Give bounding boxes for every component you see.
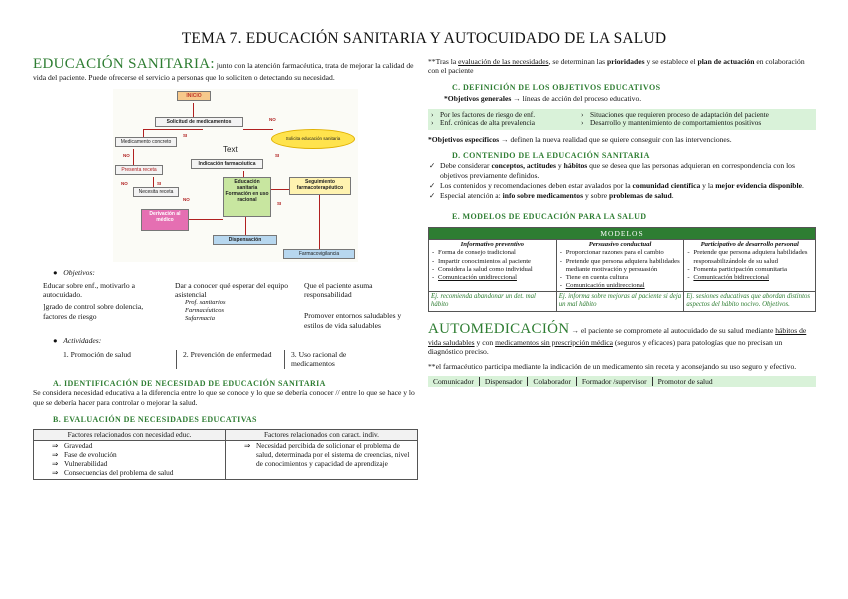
model-item: - Pretende que persona adquiera habilidades mediante motivación y persuasión (559, 258, 682, 274)
models-table (428, 227, 816, 312)
objetivo-item: Promover entornos saludables y estilos de vida saludables (304, 311, 402, 330)
role-item: Comunicador (428, 377, 480, 386)
section-e-title: E. MODELOS DE EDUCACIÓN PARA LA SALUD (452, 212, 647, 222)
intro-paragraph (33, 55, 418, 83)
actividad-item: 2. Prevención de enfermedad (177, 350, 285, 369)
model-item: - Pretende que persona adquiera habilidades responsabilizándole de su salud (686, 249, 813, 265)
label-si-1: SI (183, 132, 188, 138)
label-si-4: SI (277, 200, 282, 206)
text-label: Text (223, 144, 238, 154)
objetivos-especificos: *Objetivos específicos → definen la nueva realidad que se quiere conseguir con las intervenciones. (428, 135, 732, 145)
box-medicamento: Medicamento concreto (115, 137, 177, 147)
section-d-list (428, 161, 816, 200)
model-list (559, 249, 682, 290)
actividad-item: 3. Uso racional de medicamentos (291, 350, 347, 369)
model-item: - Impartir conocimientos al paciente (431, 258, 554, 266)
model-example: Ej. recomienda abandonar un det. mal hábito (429, 292, 557, 312)
objetivos-heading: ● Objetivos: (53, 267, 95, 277)
objetivos-generales-grid (428, 109, 816, 131)
objetivos-grid (33, 281, 418, 330)
connector-line (189, 219, 223, 220)
objetivo-general-item: › Enf. crónicas de alta prevalencia (428, 119, 578, 128)
role-item: Dispensador (480, 377, 529, 386)
connector-line (133, 149, 134, 165)
contenido-item: ✓ Debe considerar conceptos, actitudes y hábitos que se desea que las personas adquieran en correspondencia con los objetivos previamente definidos. (428, 161, 816, 180)
factor-item: ⇒ Consecuencias del problema de salud (50, 469, 222, 478)
table-b (33, 429, 418, 480)
model-col-2 (556, 240, 684, 292)
box-derivacion: Derivación al médico (141, 209, 189, 231)
objetivo-item: ]grado de control sobre dolencia, factores de riesgo (43, 302, 144, 321)
label-no-2: NO (121, 180, 128, 186)
objetivo-general-item: › Desarrollo y mantenimiento de comportamientos positivos (578, 119, 816, 128)
model-title: Persuasivo conductual (588, 241, 652, 249)
model-title: Participativo de desarrollo personal (700, 241, 799, 249)
model-item: - Comunicación unidireccional (559, 282, 682, 290)
role-item: Formador /supervisor (577, 377, 653, 386)
factor-item: ⇒ Necesidad percibida de solicionar el problema de salud, determinada por el sistema de creencias, nivel de conocimientos y capacidad de aprendizaje (242, 442, 414, 469)
box-inicio: INICIO (177, 91, 211, 101)
section-a-title: A. IDENTIFICACIÓN DE NECESIDAD DE EDUCACIÓN SANITARIA (53, 378, 326, 388)
role-item: Colaborador (528, 377, 577, 386)
table-b-col-2 (226, 441, 418, 480)
model-item: - Considera la salud como individual (431, 266, 554, 274)
objetivos-generales: *Objetivos generales → líneas de acción del proceso educativo. (444, 94, 642, 104)
objetivo-item: Dar a conocer qué esperar del equipo asistencial (175, 280, 289, 300)
table-b-col-1 (34, 441, 226, 480)
model-item: - Forma de consejo tradicional (431, 249, 554, 257)
model-title: Informativo preventivo (460, 241, 525, 249)
box-educacion: Educación sanitaria Formación en uso racional (223, 177, 271, 217)
section-a-text: Se considera necesidad educativa a la diferencia entre lo que se conoce y lo que se debería conocer // entre lo que se hace y lo que se debería hacer para controlar o mejorar la salud. (33, 388, 415, 407)
box-solicitud: Solicitud de medicamentos (155, 117, 243, 127)
objetivo-sublist (175, 299, 290, 323)
actividad-item: 1. Promoción de salud (57, 350, 177, 369)
label-si-3: SI (275, 152, 280, 158)
flow-diagram (113, 89, 358, 262)
model-example: Ej. sesiones educativas que abordan distintos aspectos del hábito nocivo. Objetivos. (684, 292, 816, 312)
label-si-2: SI (157, 180, 162, 186)
sublist-item: Prof. sanitarios (185, 299, 226, 307)
model-item: - Fomenta participación comunitaria (686, 266, 813, 274)
objetivo-col-2 (165, 281, 290, 330)
actividades-heading: ● Actividades: (53, 335, 102, 345)
automedicacion-heading: AUTOMEDICACIÓN (428, 320, 570, 337)
objetivo-col-1 (33, 281, 161, 330)
contenido-item: ✓ Los contenidos y recomendaciones deben estar avalados por la comunidad científica y la mejor evidencia disponible. (428, 181, 816, 190)
model-col-3 (684, 240, 816, 292)
connector-line (143, 129, 144, 137)
sublist-item: Farmacéuticos (185, 307, 224, 315)
automedicacion-paragraph: AUTOMEDICACIÓN → el paciente se compromete al autocuidado de su salud mediante hábitos de vida saludables y con medicamentos sin prescripción médica (seguros y eficaces) para patologías que no precisan un diagnóstico preciso. (428, 320, 807, 357)
label-no-4: NO (183, 196, 190, 202)
education-heading: EDUCACIÓN SANITARIA: (33, 56, 215, 72)
model-item: - Tiene en cuenta cultura (559, 274, 682, 282)
box-indicacion: Indicación farmacéutica (191, 159, 263, 169)
connector-line (153, 177, 154, 187)
connector-line (319, 195, 320, 249)
sublist-item: Sufarmacia (185, 315, 215, 323)
model-example: Ej. informa sobre mejoras al paciente si deja un mal hábito (556, 292, 684, 312)
table-b-header-2: Factores relacionados con caract. indiv. (226, 429, 418, 441)
table-b-header-1: Factores relacionados con necesidad educ. (34, 429, 226, 441)
box-farmacovigilancia: Farmacovigilancia (283, 249, 355, 259)
objetivo-item: Que el paciente asuma responsabilidad (304, 280, 373, 300)
connector-line (245, 217, 246, 235)
objetivo-col-3 (294, 281, 414, 330)
model-list (686, 249, 813, 282)
connector-line (193, 103, 194, 117)
evaluation-note: **Tras la evaluación de las necesidades, se determinan las prioridades y se establece el plan de actuación en colaboración con el paciente (428, 57, 805, 76)
section-c-title: C. DEFINICIÓN DE LOS OBJETIVOS EDUCATIVOS (452, 82, 661, 92)
model-list (431, 249, 554, 282)
model-item: - Comunicación unidireccional (431, 274, 554, 282)
star-solicita: Solicita educación sanitaria (271, 129, 355, 149)
connector-line (243, 129, 273, 130)
model-item: - Proporcionar razones para el cambio (559, 249, 682, 257)
section-b-title: B. EVALUACIÓN DE NECESIDADES EDUCATIVAS (53, 414, 257, 424)
model-item: - Comunicación bidireccional (686, 274, 813, 282)
roles-bar (428, 376, 816, 387)
connector-line (271, 189, 289, 190)
automedicacion-note: **el farmacéutico participa mediante la indicación de un medicamento sin receta y aconsejando su uso seguro y efectivo. (428, 361, 797, 371)
box-presenta: Presenta receta (115, 165, 163, 175)
label-no-1: NO (123, 152, 130, 158)
connector-line (143, 129, 203, 130)
box-dispensacion: Dispensación (213, 235, 277, 245)
left-column (33, 55, 418, 480)
role-item: Promotor de salud (657, 376, 713, 386)
model-col-1 (429, 240, 557, 292)
objetivo-item: Educar sobre enf., motivarlo a autocuidado. (43, 280, 135, 300)
label-no-3: NO (269, 116, 276, 122)
page-title: TEMA 7. EDUCACIÓN SANITARIA Y AUTOCUIDADO DE LA SALUD (181, 30, 667, 47)
connector-line (243, 171, 244, 177)
intro-text: junto con la atención farmacéutica, trata de mejorar la calidad de vida del paciente. Puede ofrecerse el servicio a personas que lo soliciten o detectando su necesidad. (33, 61, 414, 83)
objetivo-general-item: › Por les factores de riesgo de enf. (428, 111, 578, 120)
actividades-row (57, 350, 418, 369)
factor-item: ⇒ Fase de evolución (50, 451, 222, 460)
factor-item: ⇒ Gravedad (50, 442, 222, 451)
box-necesita: Necesita receta (133, 187, 179, 197)
section-d-title: D. CONTENIDO DE LA EDUCACIÓN SANITARIA (452, 150, 650, 160)
box-seguimiento: Seguimiento farmacoterapéutico (289, 177, 351, 195)
models-header: MODELOS (429, 228, 816, 240)
contenido-item: ✓ Especial atención a: info sobre medicamentos y sobre problemas de salud. (428, 191, 816, 200)
factor-item: ⇒ Vulnerabilidad (50, 460, 222, 469)
right-column (428, 57, 816, 387)
objetivo-general-item: › Situaciones que requieren proceso de adaptación del paciente (578, 111, 816, 120)
